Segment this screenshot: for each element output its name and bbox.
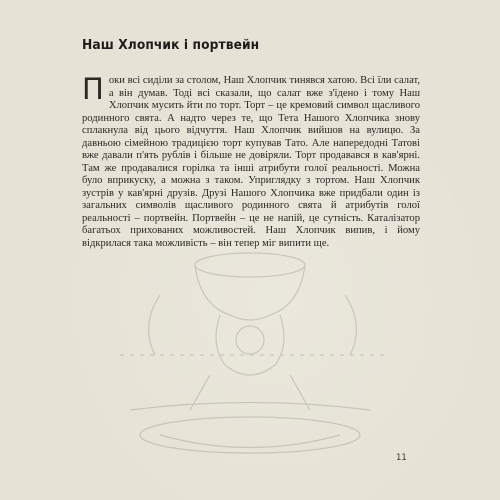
chapter-heading: Наш Хлопчик і портвейн	[82, 38, 260, 53]
body-text: оки всі сиділи за столом, Наш Хлопчик тинявся хатою. Всі їли салат, а він думав. Тоді всі сказали, що салат вже з'їдено і тому Наш Хлопчик мусить йти по торт. Торт – це кремовий символ щасливого родинного свята. А надто через те, що Тета Нашого Хлопчика знову сплакнула від цього відчуття. Наш Хлопчик вийшов на вулицю. За давньою сімейною традицією торт купував Тато. Але напередодні Татові вже давали п'ять рублів і більше не довіряли. Торт продавався в кав'ярні. Там же продавалися горілка та інші атрибути голої реальності. Можна було вприкуску, а можна з таком. Уприглядку з тортом. Наш Хлопчик зустрів у кав'ярні друзів. Друзі Нашого Хлопчика вже придбали один із загальних символів щасливого родинного свята й атрибутів голої реальності – портвейн. Портвейн – це не напій, це сутність. Каталізатор багатьох прихованих можливостей. Наш Хлопчик випив, і йому відкрилася така можливість – він тепер міг випити ще.	[82, 75, 420, 249]
drop-cap: П	[82, 72, 104, 106]
show-through-illustration	[100, 235, 400, 465]
body-paragraph	[82, 72, 420, 250]
page-number: 11	[396, 453, 407, 463]
